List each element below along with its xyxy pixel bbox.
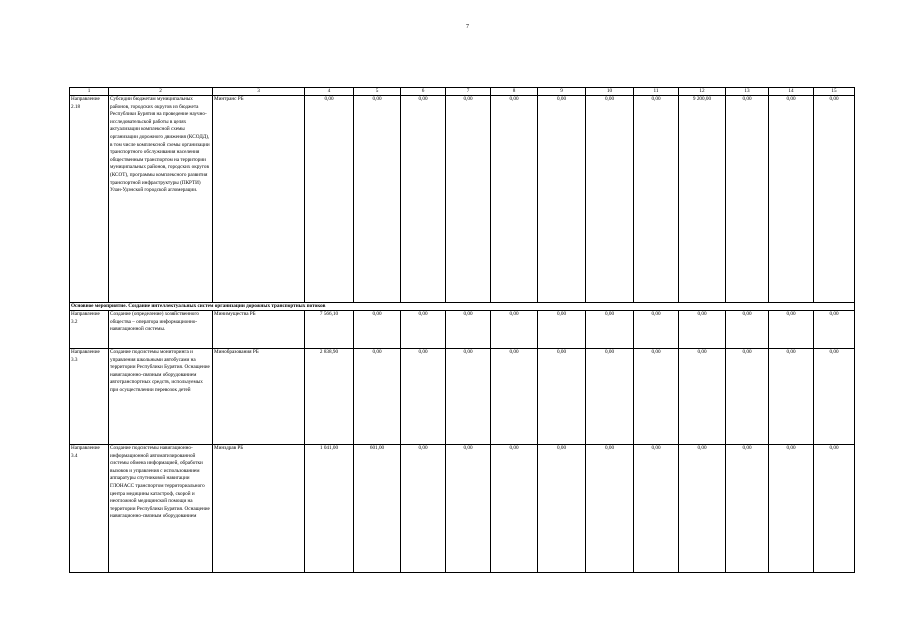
col-header: 12: [679, 88, 726, 96]
executor-name: Минобразования РБ: [213, 349, 305, 445]
value-cell: 0,00: [401, 96, 446, 303]
value-cell: 0,00: [814, 349, 855, 445]
value-cell: 0,00: [726, 311, 769, 349]
col-header: 6: [401, 88, 446, 96]
value-cell: 0,00: [634, 96, 679, 303]
section-row: [70, 303, 855, 311]
value-cell: 0,00: [354, 96, 401, 303]
value-cell: 0,00: [538, 96, 586, 303]
value-cell: 0,00: [446, 311, 491, 349]
direction-code: Направление 3.2: [70, 311, 109, 349]
value-cell: 0,00: [446, 349, 491, 445]
value-cell: 0,00: [491, 96, 538, 303]
value-cell: 0,00: [401, 311, 446, 349]
measure-name: Субсидии бюджетам муниципальных районов, городских округов из бюджета Республики Бурятия на проведение научно-исследовательской работы в целях актуализации комплексной схемы организации дорожного движения (КСОДД), в том числе комплексной схемы организации транспортного обслуживания населения общественным транспортом на территории муниципальных районов, городских округов (КСОТ), программы комплексного развития транспортной инфраструктуры (ПКРТИ) Улан-Удэнской городской агломерации.: [109, 96, 213, 303]
page-number: 7: [466, 24, 469, 30]
value-cell: 0,00: [538, 445, 586, 573]
value-cell: 1 041,00: [305, 445, 354, 573]
value-cell: 7 566,10: [305, 311, 354, 349]
executor-name: Минтранс РБ: [213, 96, 305, 303]
value-cell: 0,00: [814, 445, 855, 573]
budget-table: [69, 87, 855, 573]
value-cell: 0,00: [538, 311, 586, 349]
value-cell: 0,00: [354, 311, 401, 349]
col-header: 14: [769, 88, 814, 96]
value-cell: 0,00: [538, 349, 586, 445]
col-header: 4: [305, 88, 354, 96]
value-cell: 0,00: [726, 349, 769, 445]
col-header: 7: [446, 88, 491, 96]
value-cell: 0,00: [814, 96, 855, 303]
value-cell: 0,00: [446, 96, 491, 303]
value-cell: 0,00: [401, 349, 446, 445]
col-header: 2: [109, 88, 213, 96]
value-cell: 0,00: [814, 311, 855, 349]
value-cell: 0,00: [586, 445, 634, 573]
col-header: 10: [586, 88, 634, 96]
value-cell: 0,00: [586, 96, 634, 303]
value-cell: 9 200,00: [679, 96, 726, 303]
direction-code: Направление 3.3: [70, 349, 109, 445]
executor-name: Минздрав РБ: [213, 445, 305, 573]
value-cell: 0,00: [586, 349, 634, 445]
value-cell: 0,00: [634, 311, 679, 349]
executor-name: Минимущества РБ: [213, 311, 305, 349]
value-cell: 0,00: [491, 311, 538, 349]
col-header: 8: [491, 88, 538, 96]
value-cell: 0,00: [634, 349, 679, 445]
col-header: 13: [726, 88, 769, 96]
value-cell: 0,00: [726, 96, 769, 303]
value-cell: 0,00: [305, 96, 354, 303]
value-cell: 0,00: [679, 311, 726, 349]
section-title: Основное мероприятие. Создание интеллектуальных систем организации дорожных транспортных потоков: [70, 303, 855, 311]
value-cell: 0,00: [491, 445, 538, 573]
direction-code: Направление 3.4: [70, 445, 109, 573]
value-cell: 0,00: [769, 311, 814, 349]
value-cell: 0,00: [679, 445, 726, 573]
value-cell: 0,00: [726, 445, 769, 573]
table-row: [70, 311, 855, 349]
value-cell: 0,00: [769, 445, 814, 573]
value-cell: 0,00: [446, 445, 491, 573]
value-cell: 0,00: [491, 349, 538, 445]
table-row: [70, 445, 855, 573]
col-header: 3: [213, 88, 305, 96]
measure-name: Создание подсистемы навигационно-информационной автоматизированной системы обмена информацией, обработки вызовов и управления с использованием аппаратуры спутниковой навигации ГЛОНАСС транспортом территориального центра медицины катастроф, скорой и неотложной медицинской помощи на территории Республики Бурятия. Оснащение навигационно-связным оборудованием: [109, 445, 213, 573]
measure-name: Создание подсистемы мониторинга и управления школьными автобусами на территории Республики Бурятия. Оснащение навигационно-связным оборудованием автотранспортных средств, используемых при осуществлении перевозок детей: [109, 349, 213, 445]
value-cell: 0,00: [679, 349, 726, 445]
col-header: 5: [354, 88, 401, 96]
col-header: 11: [634, 88, 679, 96]
value-cell: 601,00: [354, 445, 401, 573]
value-cell: 0,00: [354, 349, 401, 445]
direction-code: Направление 2.18: [70, 96, 109, 303]
value-cell: 0,00: [769, 349, 814, 445]
column-number-row: [70, 88, 855, 96]
value-cell: 0,00: [769, 96, 814, 303]
value-cell: 0,00: [401, 445, 446, 573]
value-cell: 2 838,90: [305, 349, 354, 445]
col-header: 1: [70, 88, 109, 96]
measure-name: Создание (определение) хозяйственного общества – оператора информационно-навигационной системы.: [109, 311, 213, 349]
table-row: [70, 349, 855, 445]
col-header: 15: [814, 88, 855, 96]
value-cell: 0,00: [634, 445, 679, 573]
table-row: [70, 96, 855, 303]
col-header: 9: [538, 88, 586, 96]
value-cell: 0,00: [586, 311, 634, 349]
